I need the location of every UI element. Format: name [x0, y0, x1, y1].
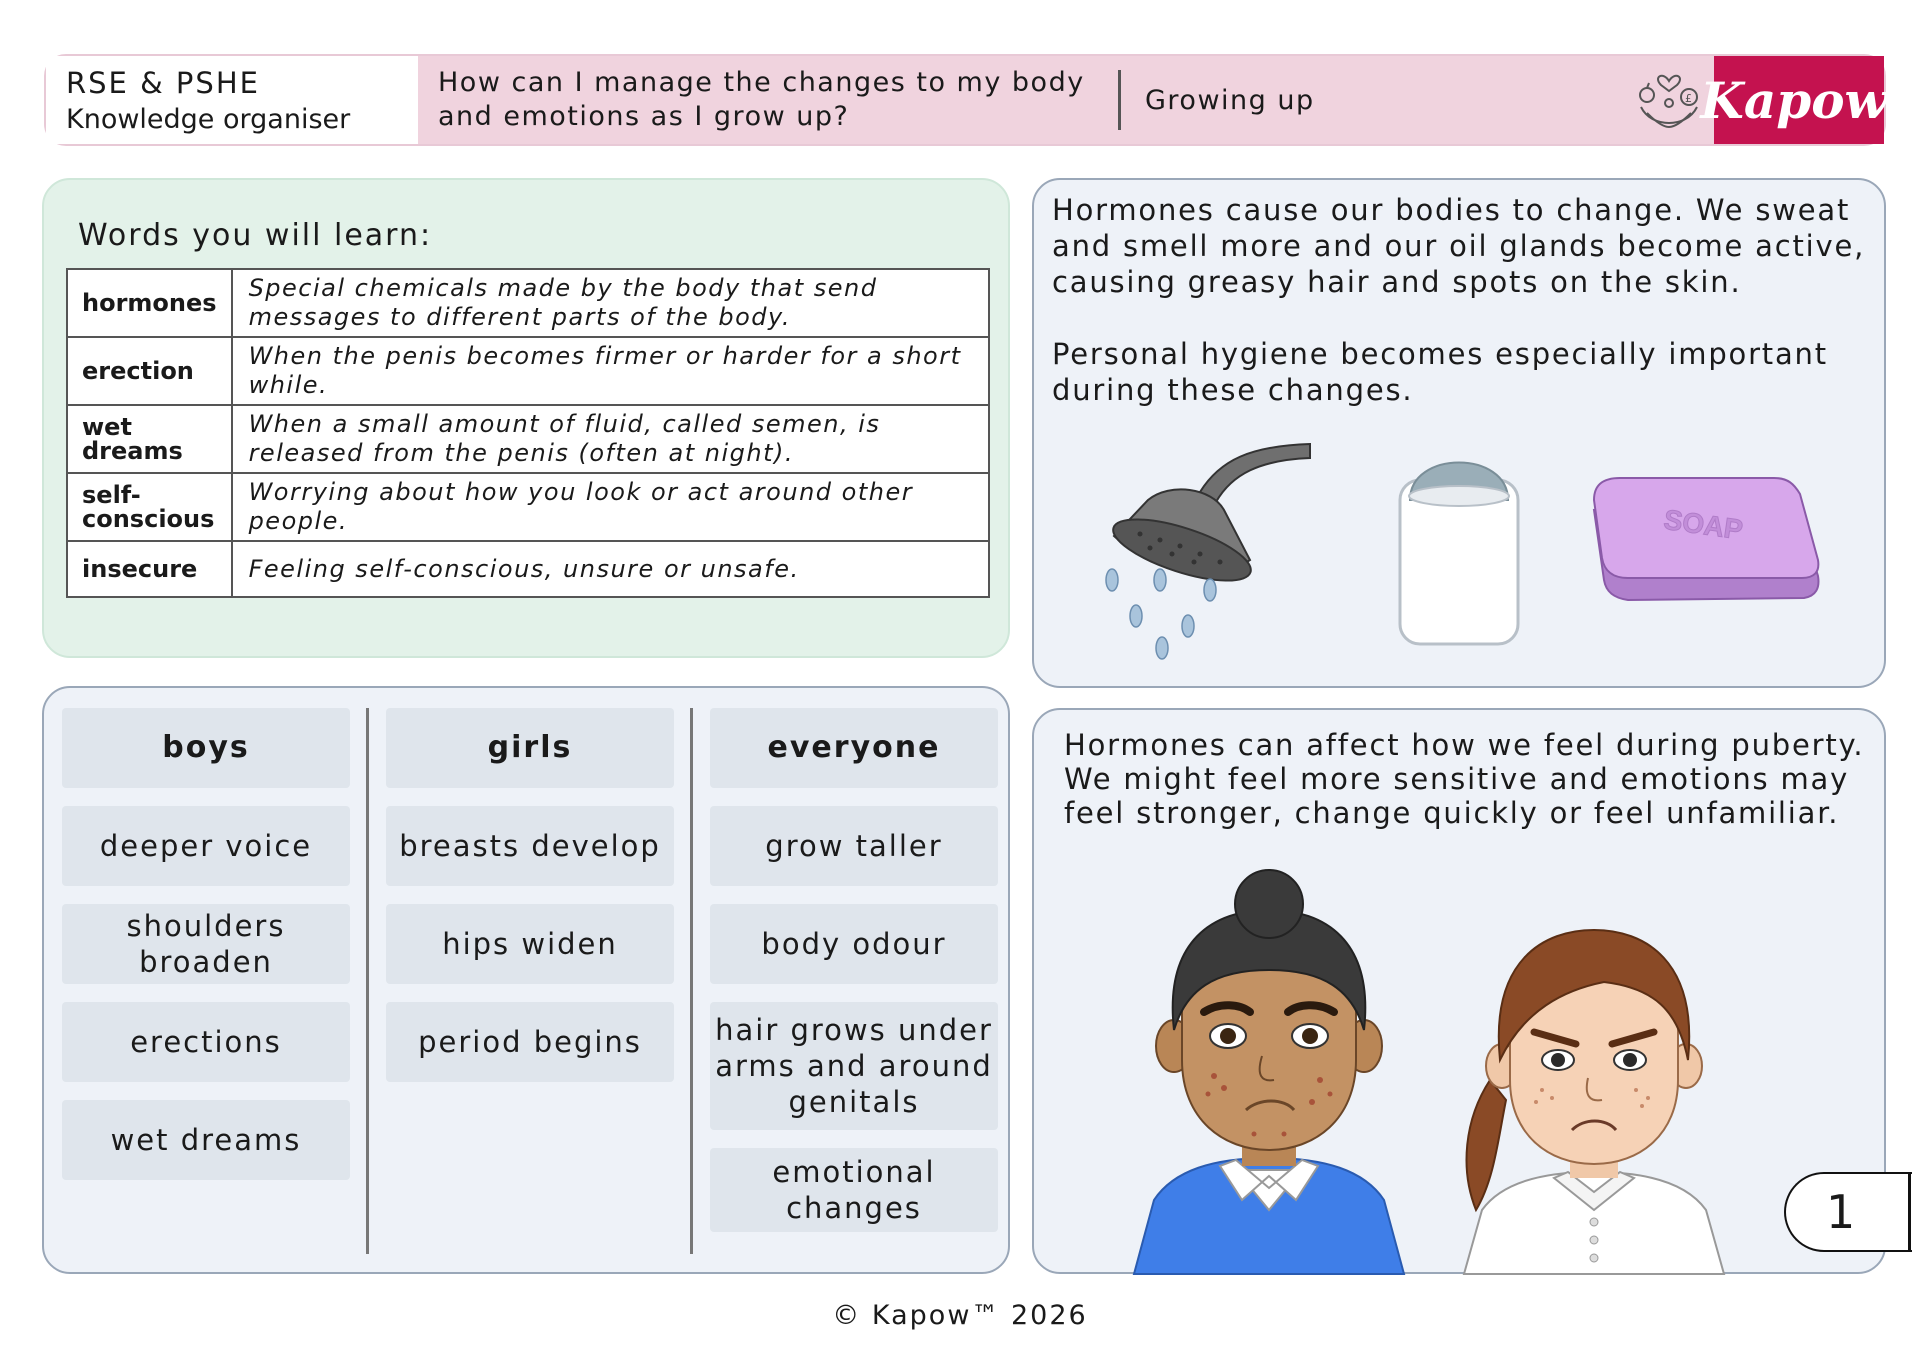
table-row [67, 269, 989, 337]
vocab-definition: When the penis becomes firmer or harder for a short while. [232, 337, 989, 405]
boys-heading: boys [62, 708, 350, 788]
page-number-edge [1908, 1172, 1911, 1252]
vocab-term: wet dreams [67, 405, 232, 473]
key-question-line2: and emotions as I grow up? [438, 101, 850, 132]
everyone-column [710, 708, 998, 1250]
hygiene-text [1052, 192, 1872, 408]
column-divider [366, 708, 369, 1254]
list-item: emotional changes [710, 1148, 998, 1232]
vocab-definition: Special chemicals made by the body that send messages to different parts of the body. [232, 269, 989, 337]
subject-title: RSE & PSHE [66, 65, 260, 100]
shower-head-icon [1100, 430, 1320, 660]
soap-icon [1584, 470, 1824, 620]
table-row [67, 405, 989, 473]
hygiene-paragraph-2: Personal hygiene becomes especially important during these changes. [1052, 337, 1828, 407]
feelings-text: Hormones can affect how we feel during puberty. We might feel more sensitive and emotions may feel stronger, change quickly or feel unfamiliar. [1064, 728, 1865, 830]
logo-text: Kapow [1700, 70, 1888, 130]
list-item: breasts develop [386, 806, 674, 886]
vocab-definition: Worrying about how you look or act around other people. [232, 473, 989, 541]
topic-label: Growing up [1145, 84, 1315, 116]
hygiene-panel [1032, 178, 1886, 688]
table-row [67, 337, 989, 405]
vocabulary-title: Words you will learn: [78, 218, 433, 253]
vocab-term: erection [67, 337, 232, 405]
list-item: erections [62, 1002, 350, 1082]
soap-label: SOAP [1661, 503, 1745, 546]
deodorant-icon [1394, 430, 1524, 650]
subject-block [46, 56, 418, 144]
vocabulary-table [66, 268, 990, 598]
everyone-heading: everyone [710, 708, 998, 788]
girl-frowning-illustration [1454, 910, 1734, 1274]
vocab-term: insecure [67, 541, 232, 597]
svg-text:£: £ [1685, 92, 1692, 105]
list-item: wet dreams [62, 1100, 350, 1180]
list-item: hair grows under arms and around genitals [710, 1002, 998, 1130]
list-item: shoulders broaden [62, 904, 350, 984]
girls-column [386, 708, 674, 1100]
boys-column [62, 708, 350, 1198]
table-row [67, 473, 989, 541]
vocabulary-panel [42, 178, 1010, 658]
changes-panel [42, 686, 1010, 1274]
list-item: body odour [710, 904, 998, 984]
column-divider [690, 708, 693, 1254]
list-item: hips widen [386, 904, 674, 984]
footer-copyright: © Kapow™ 2026 [832, 1300, 1088, 1331]
header-banner [44, 54, 1898, 146]
subject-subtitle: Knowledge organiser [66, 103, 351, 135]
boy-with-spots-illustration [1124, 870, 1414, 1274]
key-question [418, 56, 1118, 144]
hygiene-paragraph-1: Hormones cause our bodies to change. We sweat and smell more and our oil glands become active, causing greasy hair and spots on the skin. [1052, 193, 1866, 299]
logo-trademark: ™ [1887, 83, 1898, 95]
vocab-definition: Feeling self-conscious, unsure or unsafe. [232, 541, 989, 597]
feelings-panel [1032, 708, 1886, 1274]
page-number: 1 [1784, 1172, 1912, 1252]
vocab-term: hormones [67, 269, 232, 337]
list-item: period begins [386, 1002, 674, 1082]
key-question-line1: How can I manage the changes to my body [438, 67, 1085, 98]
table-row [67, 541, 989, 597]
vocab-definition: When a small amount of fluid, called semen, is released from the penis (often at night). [232, 405, 989, 473]
kapow-logo [1700, 56, 1898, 144]
vocab-term: self-conscious [67, 473, 232, 541]
girls-heading: girls [386, 708, 674, 788]
list-item: deeper voice [62, 806, 350, 886]
list-item: grow taller [710, 806, 998, 886]
